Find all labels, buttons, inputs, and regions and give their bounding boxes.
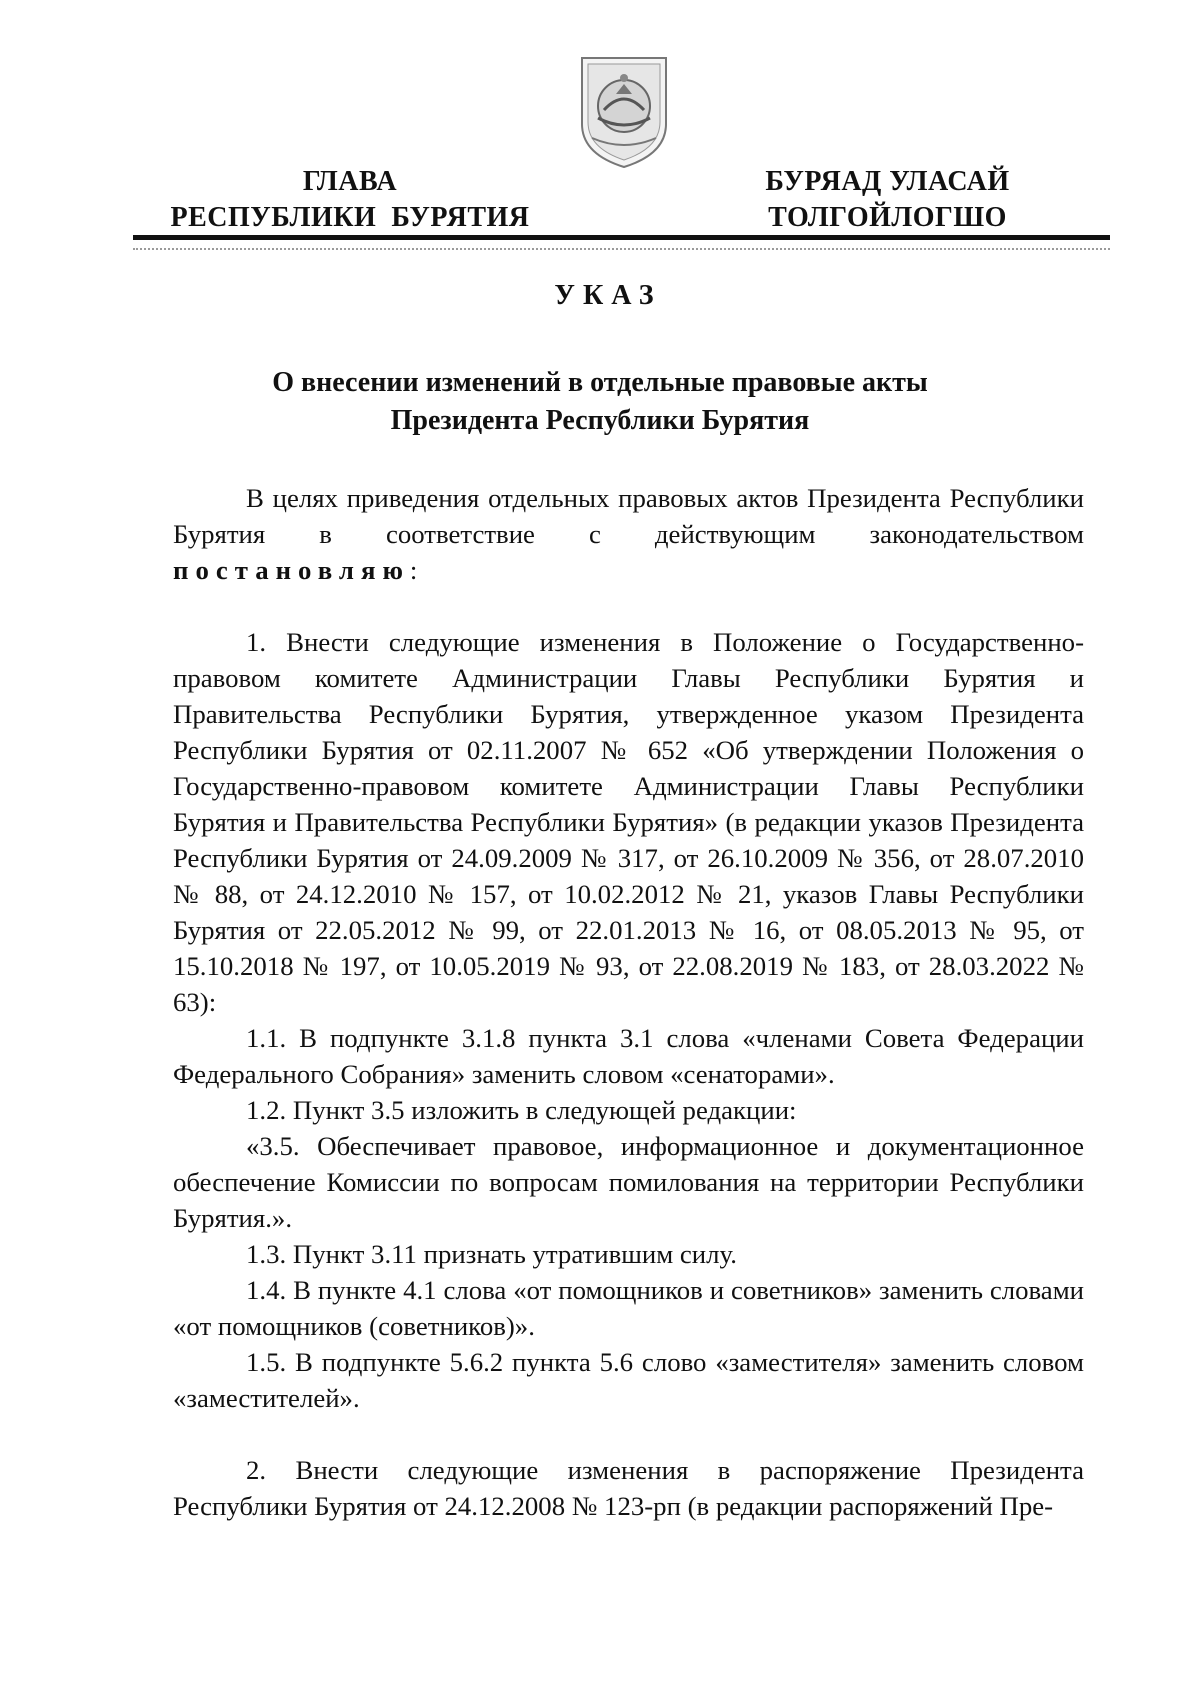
preamble-text: В целях приведения отдельных правовых актов Президента Республики Бурятия в соответствие с действующим законодательством	[173, 483, 1084, 549]
document-title	[0, 364, 1200, 440]
header-left-line1: ГЛАВА	[302, 166, 398, 197]
document-type: УКАЗ	[554, 280, 662, 311]
preamble-paragraph	[173, 480, 1084, 588]
preamble-suffix: :	[409, 555, 418, 585]
paragraph-3-5-quote: «3.5. Обеспечивает правовое, информационное и документационное обеспечение Комиссии по вопросам помилования на территории Республики Бурятия.».	[173, 1131, 1084, 1233]
paragraph-1-2: 1.2. Пункт 3.5 изложить в следующей редакции:	[246, 1095, 797, 1125]
header-left	[140, 164, 560, 236]
document-title-line2: Президента Республики Бурятия	[390, 405, 810, 436]
paragraph-2: 2. Внести следующие изменения в распоряжение Президента Республики Бурятия от 24.12.2008 № 123-рп (в редакции распоряжений Пре-	[173, 1455, 1084, 1521]
paragraph-1-4: 1.4. В пункте 4.1 слова «от помощников и советников» заменить словами «от помощников (советников)».	[173, 1275, 1084, 1341]
header-left-line2: РЕСПУБЛИКИ БУРЯТИЯ	[170, 202, 530, 233]
coat-of-arms-icon	[574, 54, 674, 170]
paragraph-1-1: 1.1. В подпункте 3.1.8 пункта 3.1 слова «членами Совета Федерации Федерального Собрания» заменить словом «сенаторами».	[173, 1023, 1084, 1089]
header-divider-thin	[133, 248, 1110, 250]
paragraph-1-5: 1.5. В подпункте 5.6.2 пункта 5.6 слово «заместителя» заменить словом «заместителей».	[173, 1347, 1084, 1413]
header-right-line2: ТОЛГОЙЛОГШО	[768, 202, 1007, 233]
paragraph-gap	[173, 588, 1084, 624]
paragraph-gap	[173, 1416, 1084, 1452]
paragraph-1-3: 1.3. Пункт 3.11 признать утратившим силу.	[246, 1239, 737, 1269]
document-body	[173, 480, 1084, 1524]
header-right-line1: БУРЯАД УЛАСАЙ	[765, 166, 1010, 197]
header-right	[705, 164, 1070, 236]
document-title-line1: О внесении изменений в отдельные правовые акты	[272, 367, 928, 398]
header-divider-thick	[133, 235, 1110, 240]
decree-word: постановляю	[173, 555, 410, 585]
paragraph-1: 1. Внести следующие изменения в Положение о Государственно-правовом комитете Администрации Главы Республики Бурятия и Правительства Республики Бурятия, утвержденное указом Президента Республики Бурятия от 02.11.2007 № 652 «Об утверждении Положения о Государственно-правовом комитете Администрации Главы Республики Бурятия и Правительства Республики Бурятия» (в редакции указов Президента Республики Бурятия от 24.09.2009 № 317, от 26.10.2009 № 356, от 28.07.2010 № 88, от 24.12.2010 № 157, от 10.02.2012 № 21, указов Главы Республики Бурятия от 22.05.2012 № 99, от 22.01.2013 № 16, от 08.05.2013 № 95, от 15.10.2018 № 197, от 10.05.2019 № 93, от 22.08.2019 № 183, от 28.03.2022 № 63):	[173, 627, 1084, 1017]
